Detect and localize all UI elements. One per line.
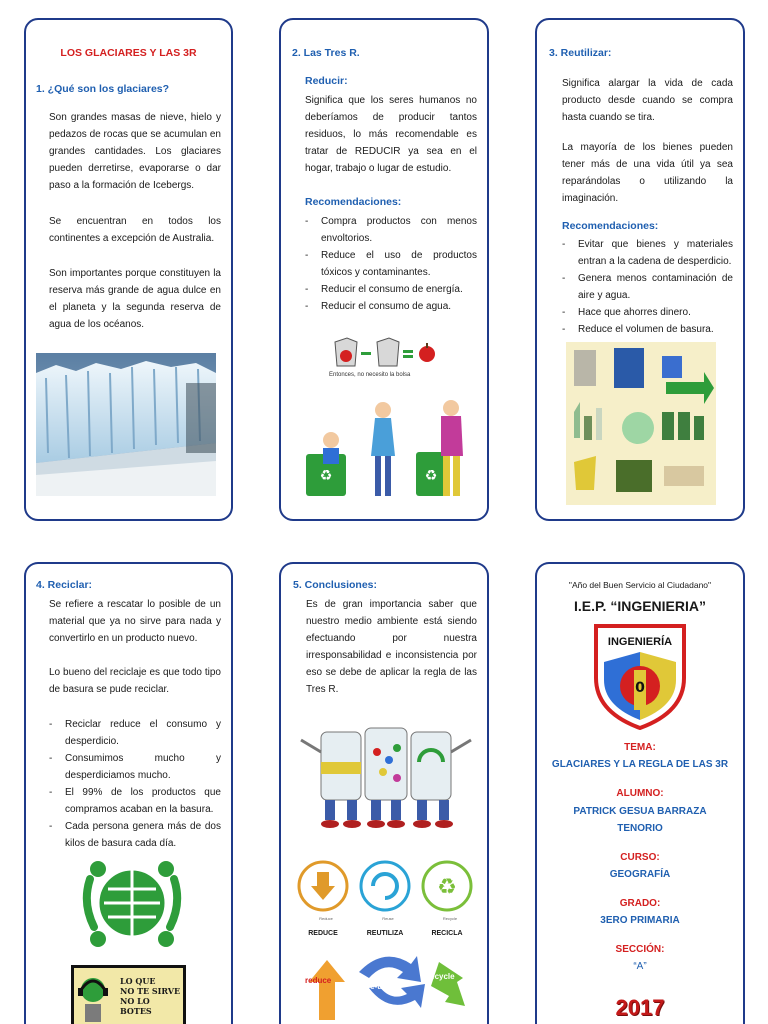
list-item: - Hace que ahorres dinero. — [562, 304, 733, 321]
sign-line: LO QUE — [120, 976, 156, 986]
list-item: - Reducir el consumo de energía. — [305, 281, 477, 298]
list-item: - Reduce el volumen de basura. — [562, 321, 733, 338]
sign-line: NO TE SIRVE — [120, 986, 181, 996]
list-item: - El 99% de los productos que compramos acaban en la basura. — [49, 784, 221, 818]
list-item: - Reducir el consumo de agua. — [305, 298, 477, 315]
svg-text:♻: ♻ — [437, 875, 457, 900]
icon-label: REDUCE — [308, 930, 338, 937]
section-heading: 3. Reutilizar: — [549, 47, 612, 59]
illustration-caption: Entonces, no necesito la bolsa — [329, 372, 411, 378]
three-r-icons — [295, 860, 477, 916]
paragraph: La mayoría de los bienes pueden tener más de una vida útil ya sea reparándolas o utilizando la imaginación. — [562, 142, 733, 204]
svg-text:♻: ♻ — [424, 468, 438, 484]
icon-caption-small: Recycle — [442, 916, 458, 921]
panel-cover — [535, 562, 745, 1024]
headset-character-icon — [76, 972, 110, 1024]
alumno-value: TENORIO — [617, 823, 663, 834]
svg-text:♻: ♻ — [319, 468, 333, 484]
list-item: - Genera menos contaminación de aire y agua. — [562, 270, 733, 304]
list-item: - Reciclar reduce el consumo y desperdicio. — [49, 716, 221, 750]
paragraph: Lo bueno del reciclaje es que todo tipo de basura se pude reciclar. — [49, 667, 221, 695]
curso-value: GEOGRAFÍA — [609, 869, 671, 880]
family-recycling-illustration — [301, 396, 471, 506]
alumno-label: ALUMNO: — [616, 788, 664, 799]
svg-text:0: 0 — [635, 680, 645, 696]
motto: "Año del Buen Servicio al Ciudadano" — [568, 580, 712, 590]
paragraph: Significa alargar la vida de cada producto desde cuando se compra hasta cuando se tira. — [562, 78, 733, 123]
tema-label: TEMA: — [624, 742, 656, 753]
paragraph: Se refiere a rescatar lo posible de un material que ya no sirve para nada y convertirlo en un producto nuevo. — [49, 599, 221, 644]
sign-line: NO LO BOTES — [120, 996, 152, 1016]
paragraph: Se encuentran en todos los continentes a excepción de Australia. — [49, 216, 221, 244]
alumno-value: PATRICK GESUA BARRAZA — [573, 806, 707, 817]
panel-glaciares — [24, 18, 233, 521]
paragraph: Es de gran importancia saber que nuestro medio ambiente está siendo efectuando por nuestra irresponsabilidad e inconsistencia por eso se debe de aplicar la regla de las Tres R. — [306, 599, 477, 695]
paragraph: Son grandes masas de nieve, hielo y pedazos de rocas que se acumulan en grandes cantidades. Los glaciares pueden derretirse, evaporarse o dar paso a la formación de Icebergs. — [49, 112, 221, 191]
cycle-word: reduce — [305, 976, 332, 985]
panel-conclusiones — [279, 562, 489, 1024]
panel-title: LOS GLACIARES Y LAS 3R — [60, 47, 197, 59]
seccion-value: “A” — [633, 961, 647, 972]
subheading: Recomendaciones: — [305, 196, 402, 208]
seccion-label: SECCIÓN: — [615, 944, 665, 955]
curso-label: CURSO: — [620, 852, 660, 863]
section-heading: 2. Las Tres R. — [292, 47, 360, 59]
tema-value: GLACIARES Y LA REGLA DE LAS 3R — [551, 759, 729, 770]
recycling-bins-characters-illustration — [293, 722, 479, 832]
subheading: Recomendaciones: — [562, 220, 659, 232]
icon-caption-small: Reduce — [319, 916, 333, 921]
grado-label: GRADO: — [619, 898, 661, 909]
facts-list — [49, 716, 221, 852]
icon-label: RECICLA — [431, 930, 463, 937]
list-item: - Cada persona genera más de dos kilos de basura cada día. — [49, 818, 221, 852]
section-heading: 5. Conclusiones: — [293, 579, 378, 591]
section-heading: 1. ¿Qué son los glaciares? — [36, 83, 170, 95]
school-name: I.E.P. “INGENIERIA” — [574, 598, 706, 614]
section-heading: 4. Reciclar: — [36, 579, 93, 591]
reuse-materials-illustration — [566, 342, 716, 505]
year: 2017 — [615, 995, 665, 1020]
icon-caption-small: Reuse — [382, 916, 394, 921]
list-item: - Evitar que bienes y materiales entran a la cadena de desperdicio. — [562, 236, 733, 270]
cycle-word: recycle — [427, 972, 455, 981]
cycle-word: re-use — [367, 982, 392, 991]
recommendations-list — [305, 213, 477, 315]
recycling-globe-icon — [78, 855, 186, 951]
paragraph: Son importantes porque constituyen la reserva más grande de agua dulce en el planeta y la segunda reserva de agua de los océanos. — [49, 268, 221, 330]
panel-reciclar — [24, 562, 233, 1024]
panel-reutilizar — [535, 18, 745, 521]
panel-tres-r — [279, 18, 489, 521]
subheading: Reducir: — [305, 75, 348, 87]
recommendations-list — [562, 236, 733, 338]
icon-label: REUTILIZA — [366, 930, 404, 937]
no-tirar-sign — [71, 965, 186, 1024]
list-item: - Consumimos mucho y desperdiciamos mucho. — [49, 750, 221, 784]
glacier-photo — [36, 353, 216, 496]
grado-value: 3ERO PRIMARIA — [600, 915, 680, 926]
crest-text: INGENIERÍA — [607, 636, 673, 648]
list-item: - Reduce el uso de productos tóxicos y contaminantes. — [305, 247, 477, 281]
list-item: - Compra productos con menos envoltorios. — [305, 213, 477, 247]
paragraph: Significa que los seres humanos no deberíamos de producir tantos residuos, lo más recomendable es tratar de REDUCIR ya sea en el hogar, trabajo o lugar de estudio. — [305, 95, 477, 174]
reduce-bag-illustration — [331, 332, 441, 370]
